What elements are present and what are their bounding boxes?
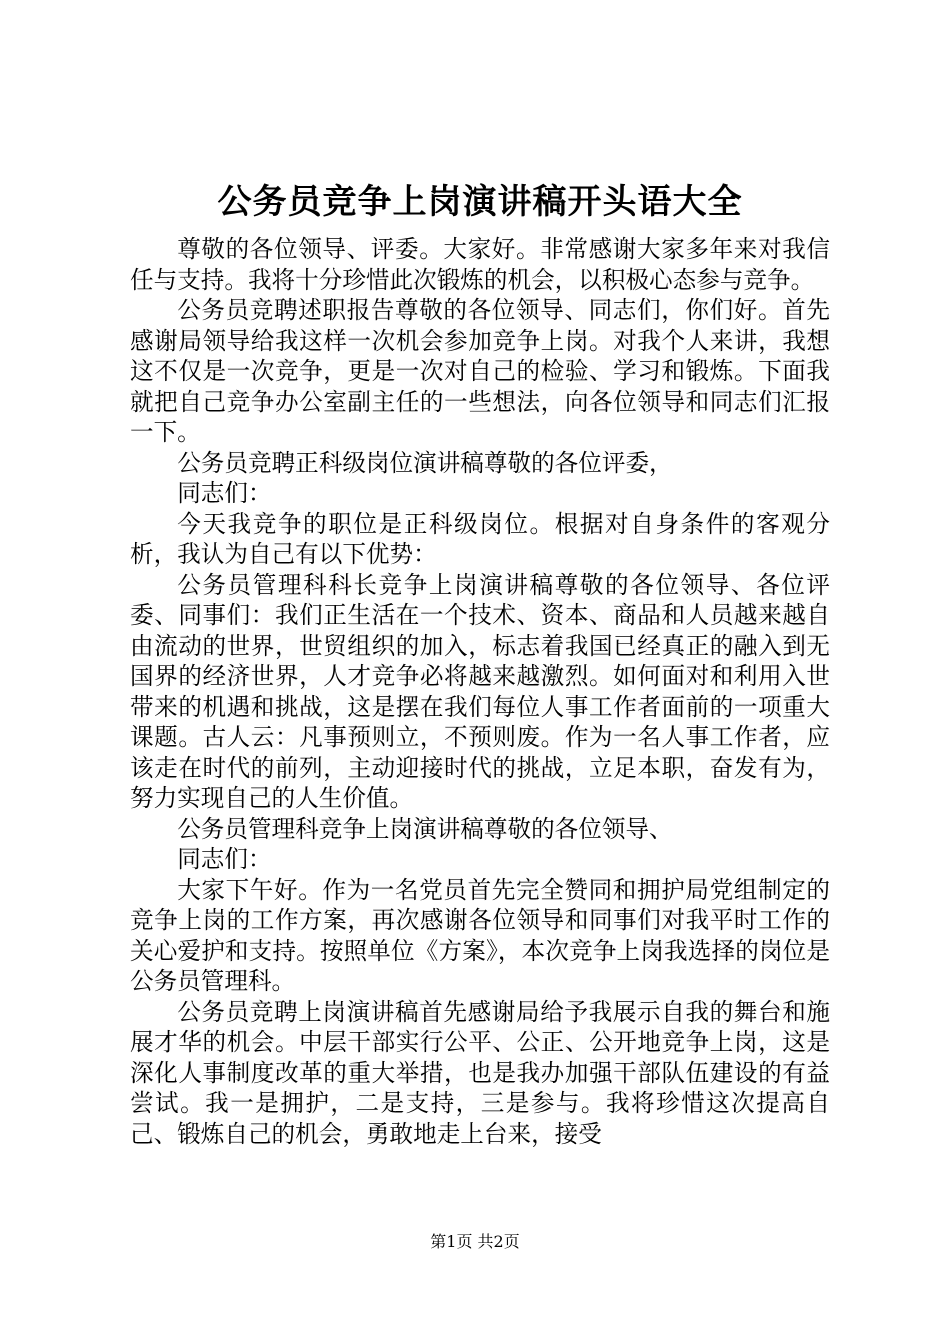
paragraph: 公务员竞聘上岗演讲稿首先感谢局给予我展示自我的舞台和施展才华的机会。中层干部实行公平、公正、公开地竞争上岗，这是深化人事制度改革的重大举措，也是我办加强干部队伍建设的有益尝试。我一是拥护，二是支持，三是参与。我将珍惜这次提高自己、锻炼自己的机会，勇敢地走上台来，接受 <box>130 997 830 1148</box>
paragraph: 今天我竞争的职位是正科级岗位。根据对自身条件的客观分析，我认为自己有以下优势： <box>130 509 830 568</box>
paragraph: 公务员竞聘正科级岗位演讲稿尊敬的各位评委， <box>177 448 673 477</box>
paragraph: 公务员竞聘述职报告尊敬的各位领导、同志们，你们好。首先感谢局领导给我这样一次机会参加竞争上岗。对我个人来讲，我想这不仅是一次竞争，更是一次对自己的检验、学习和锻炼。下面我就把自己竞争办公室副主任的一些想法，向各位领导和同志们汇报一下。 <box>130 296 830 446</box>
document-title: 公务员竞争上岗演讲稿开头语大全 <box>217 182 743 222</box>
document-page <box>130 178 830 1149</box>
paragraph: 大家下午好。作为一名党员首先完全赞同和拥护局党组制定的竞争上岗的工作方案，再次感谢各位领导和同事们对我平时工作的关心爱护和支持。按照单位《方案》，本次竞争上岗我选择的岗位是公务员管理科。 <box>130 875 830 995</box>
paragraph: 公务员管理科科长竞争上岗演讲稿尊敬的各位领导、各位评委、同事们：我们正生活在一个技术、资本、商品和人员越来越自由流动的世界，世贸组织的加入，标志着我国已经真正的融入到无国界的经济世界，人才竞争必将越来越激烈。如何面对和利用入世带来的机遇和挑战，这是摆在我们每位人事工作者面前的一项重大课题。古人云：凡事预则立，不预则废。作为一名人事工作者，应该走在时代的前列，主动迎接时代的挑战，立足本职，奋发有为，努力实现自己的人生价值。 <box>130 570 830 812</box>
page-footer: 第1页 共2页 <box>430 1232 520 1251</box>
paragraph: 公务员管理科竞争上岗演讲稿尊敬的各位领导、 <box>177 814 673 843</box>
paragraph: 同志们： <box>177 845 272 873</box>
paragraph: 尊敬的各位领导、评委。大家好。非常感谢大家多年来对我信任与支持。我将十分珍惜此次锻炼的机会，以积极心态参与竞争。 <box>130 235 830 294</box>
paragraph: 同志们： <box>177 479 272 507</box>
